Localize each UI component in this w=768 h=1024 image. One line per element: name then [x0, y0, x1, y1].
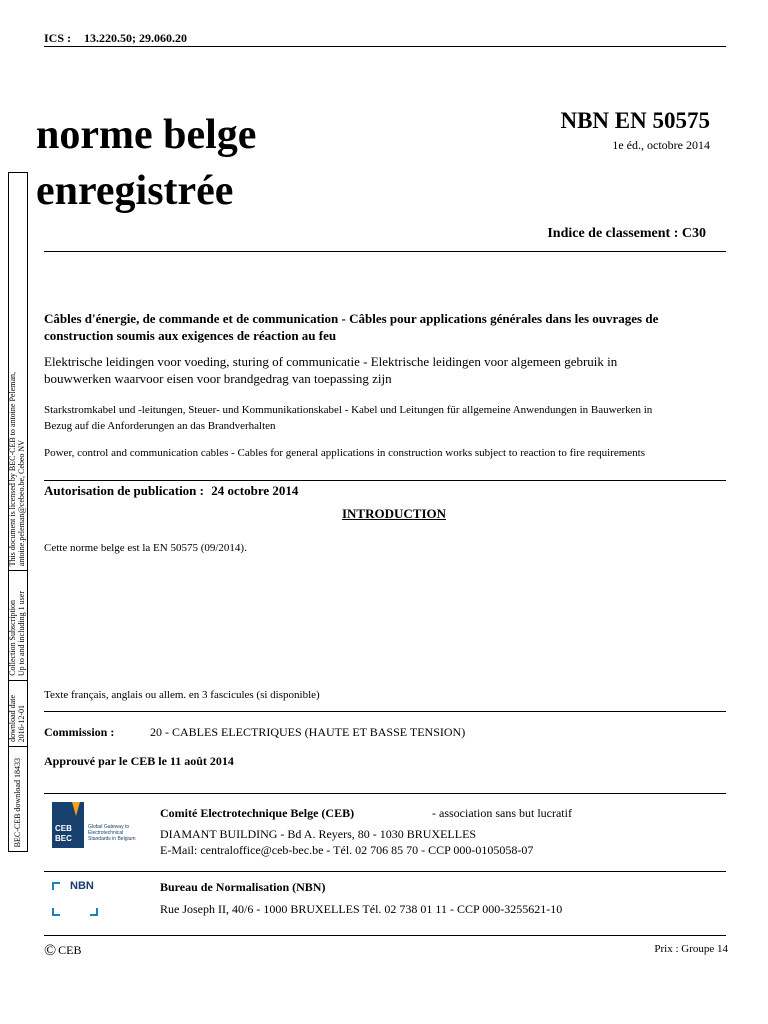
strip-download-id: BEC-CEB download 18433 [13, 757, 22, 847]
ceb-address: DIAMANT BUILDING - Bd A. Reyers, 80 - 1030 BRUXELLES [160, 827, 477, 841]
strip-subscription-segment [9, 571, 27, 681]
strip-download-segment [9, 747, 27, 851]
strip-download-date: 2016-12-01 [17, 704, 26, 742]
ceb-rule [44, 871, 726, 872]
language-rule [44, 711, 726, 712]
publication-authorisation [44, 483, 298, 499]
bec-logo-text: BEC [55, 834, 72, 843]
footer-rule [44, 935, 726, 936]
introduction-heading-text: INTRODUCTION [341, 506, 446, 521]
nbn-address: Rue Joseph II, 40/6 - 1000 BRUXELLES Tél. 02 738 01 11 - CCP 000-3255621-10 [160, 902, 563, 916]
introduction-heading [0, 506, 768, 522]
price-group: Prix : Groupe 14 [654, 943, 728, 955]
title-english: Power, control and communication cables - Cables for general applications in construction works subject to reaction to fire requirements [44, 447, 646, 459]
header-rule [44, 46, 726, 47]
strip-subscription-text: Collection Subscription [8, 600, 17, 676]
doc-title-line2: enregistrée [36, 168, 234, 214]
title-german: Starkstromkabel und -leitungen, Steuer- und Kommunikationskabel - Kabel und Leitungen für allgemeine Anwendungen in Bauwerken in Bezug auf die Anforderungen an das Brandverhalten [44, 404, 653, 432]
commission-label: Commission : [44, 725, 115, 739]
copyright-icon: © [44, 942, 57, 959]
copyright [44, 942, 82, 960]
strip-license-email: antoine.peleman@cebeo.be, Cebeo NV [17, 439, 26, 566]
language-note: Texte français, anglais ou allem. en 3 fascicules (si disponible) [44, 689, 320, 701]
ceb-logo-text: CEB [55, 824, 72, 833]
ics-line [44, 31, 187, 46]
ceb-logo [52, 802, 146, 850]
nbn-corner-icon [90, 908, 98, 916]
commission-value: 20 - CABLES ELECTRIQUES (HAUTE ET BASSE TENSION) [150, 725, 466, 739]
strip-license-text: This document is licensed by BEC-CEB to antoine Peleman, [8, 371, 17, 566]
ceb-logo-tagline: Global Gateway to Electrotechnical Standards in Belgium [88, 824, 136, 842]
approval-rule [44, 793, 726, 794]
introduction-text: Cette norme belge est la EN 50575 (09/2014). [44, 542, 247, 554]
nbn-logo-text: NBN [70, 880, 94, 892]
publication-date: 24 octobre 2014 [211, 483, 299, 498]
edition-date: 1e éd., octobre 2014 [612, 138, 710, 152]
copyright-holder: CEB [58, 943, 82, 957]
publication-label: Autorisation de publication : [44, 483, 204, 498]
ceb-association-type: - association sans but lucratif [432, 806, 572, 820]
strip-download-date-label: download date [8, 695, 17, 742]
nbn-name: Bureau de Normalisation (NBN) [160, 880, 326, 894]
nbn-corner-icon [52, 882, 60, 890]
title-dutch: Elektrische leidingen voor voeding, sturing of communicatie - Elektrische leidingen voor algemeen gebruik in bouwwerken waarvoor eisen voor brandgedrag van toepassing zijn [44, 354, 618, 386]
title-french: Câbles d'énergie, de commande et de communication - Câbles pour applications générales dans les ouvrages de construction soumis aux exigences de réaction au feu [44, 311, 659, 343]
classement-index: Indice de classement : C30 [547, 226, 706, 241]
approval-note: Approuvé par le CEB le 11 août 2014 [44, 754, 234, 768]
nbn-corner-icon [52, 908, 60, 916]
standard-number: NBN EN 50575 [560, 108, 710, 133]
doc-title-line1: norme belge [36, 112, 257, 158]
titles-rule [44, 480, 726, 481]
strip-date-segment [9, 681, 27, 747]
lightning-bolt-icon [72, 802, 80, 816]
ceb-name: Comité Electrotechnique Belge (CEB) [160, 806, 355, 820]
ceb-contact: E-Mail: centraloffice@ceb-bec.be - Tél. 02 706 85 70 - CCP 000-0105058-07 [160, 843, 534, 857]
title-rule [44, 251, 726, 252]
strip-subscription-users: Up to and including 1 user [17, 590, 26, 676]
ics-label: ICS : [44, 31, 72, 45]
ics-codes: 13.220.50; 29.060.20 [84, 31, 188, 45]
nbn-logo [52, 878, 100, 918]
